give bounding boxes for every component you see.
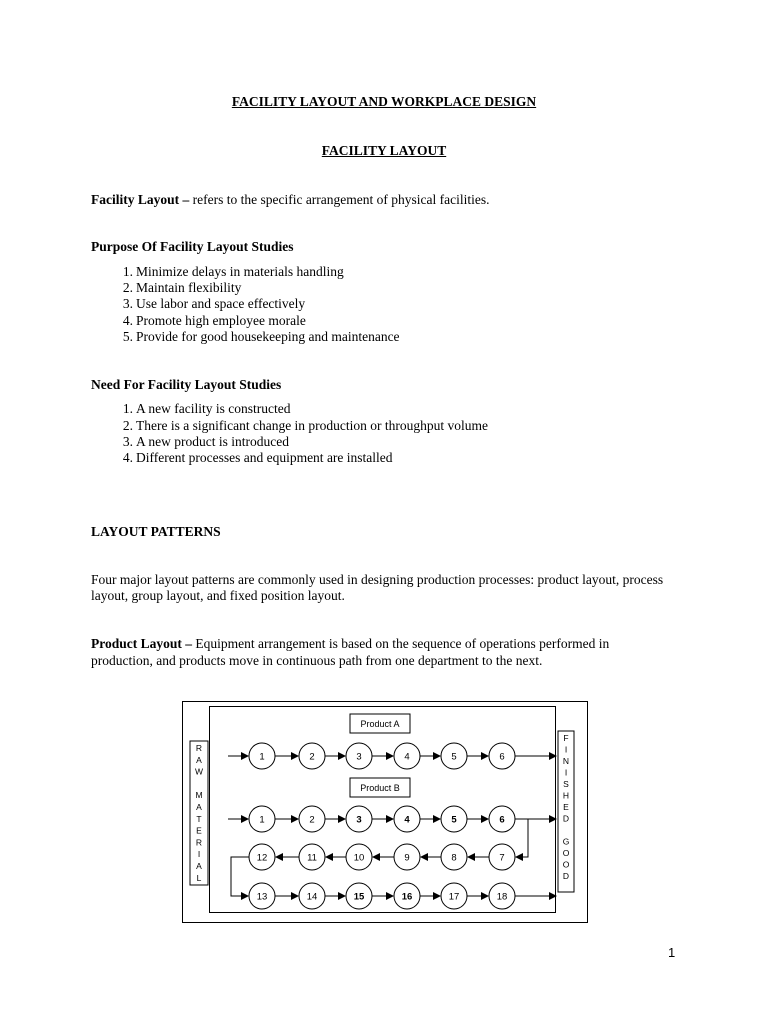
patterns-heading: LAYOUT PATTERNS: [91, 524, 221, 539]
finished-goods-letter: H: [562, 790, 570, 801]
raw-material-letter: T: [196, 813, 202, 824]
operation-node-label: 6: [499, 751, 505, 763]
operation-node: [346, 883, 372, 909]
finished-goods-letter: O: [562, 848, 570, 858]
definition-term: Facility Layout –: [91, 192, 190, 207]
operation-node: [299, 743, 325, 769]
raw-material-letter: W: [194, 766, 204, 777]
operation-node: [249, 743, 275, 769]
operation-node-label: 2: [309, 814, 315, 826]
definition-paragraph: [91, 192, 490, 208]
raw-material-letter: R: [195, 837, 203, 848]
document-title: FACILITY LAYOUT AND WORKPLACE DESIGN: [231, 94, 537, 109]
finished-goods-letter: N: [562, 756, 570, 766]
product-a-label: Product A: [360, 719, 400, 729]
finished-goods-letter: I: [564, 744, 568, 755]
operation-node: [489, 806, 515, 832]
finished-goods-label: [563, 733, 570, 881]
finished-goods-letter: G: [562, 836, 570, 847]
finished-goods-letter: I: [564, 767, 568, 778]
raw-material-letter: E: [196, 825, 202, 836]
operation-node-label: 11: [307, 852, 317, 864]
raw-material-letter: L: [196, 872, 202, 883]
operation-node-label: 8: [451, 852, 457, 864]
raw-material-letter: A: [196, 861, 202, 871]
operation-node-label: 4: [404, 751, 410, 763]
purpose-heading: Purpose Of Facility Layout Studies: [91, 239, 294, 254]
operation-node-label: 1: [259, 751, 265, 763]
operation-node-label: 18: [496, 891, 508, 903]
diagram-outer-frame: [183, 702, 588, 923]
product-layout-paragraph-line2: production, and products move in continuous path from one department to the next.: [91, 653, 543, 668]
operation-node: [299, 844, 325, 870]
operation-node: [346, 806, 372, 832]
operation-node-label: 5: [451, 751, 457, 763]
product-layout-paragraph: Product Layout – Equipment arrangement is based on the sequence of operations performed in: [91, 636, 610, 651]
operation-node: [394, 883, 420, 909]
raw-material-letter: M: [195, 790, 203, 801]
operation-node: [489, 844, 515, 870]
operation-node: [394, 806, 420, 832]
raw-material-letter: A: [196, 802, 202, 812]
operation-node: [249, 806, 275, 832]
operation-node: [346, 844, 372, 870]
operation-node-label: 17: [448, 891, 460, 903]
finished-goods-letter: E: [563, 802, 569, 812]
operation-node-label: 3: [356, 814, 362, 826]
operation-node-label: 16: [401, 891, 413, 903]
operation-node: [249, 883, 275, 909]
operation-node-label: 4: [404, 814, 410, 826]
finished-goods-letter: D: [562, 871, 570, 881]
finished-goods-letter: S: [563, 779, 569, 789]
product-b-label: Product B: [360, 783, 400, 793]
section-title: FACILITY LAYOUT: [321, 143, 447, 158]
operation-node: [489, 743, 515, 769]
page-number: 1: [668, 945, 676, 960]
operation-node: [441, 743, 467, 769]
operation-node: [299, 806, 325, 832]
raw-material-letter: A: [196, 754, 202, 765]
raw-material-letter: R: [195, 743, 203, 753]
operation-node: [441, 806, 467, 832]
operation-node: [249, 844, 275, 870]
operation-node-label: 2: [309, 751, 315, 763]
raw-material-letter: I: [197, 849, 201, 860]
definition-text: refers to the specific arrangement of physical facilities.: [189, 192, 490, 207]
patterns-paragraph-line2: layout, group layout, and fixed position layout.: [91, 588, 345, 603]
operation-node-label: 6: [499, 814, 505, 826]
finished-goods-letter: F: [563, 733, 569, 743]
operation-node-label: 3: [356, 751, 362, 763]
operation-node-label: 5: [451, 814, 457, 826]
operation-node-label: 7: [499, 852, 505, 864]
operation-node: [394, 743, 420, 769]
operation-node: [441, 844, 467, 870]
operation-node: [489, 883, 515, 909]
operation-node: [394, 844, 420, 870]
operation-node-label: 12: [256, 852, 268, 864]
operation-node-label: 10: [353, 852, 365, 864]
finished-goods-letter: D: [562, 813, 570, 824]
product-layout-term: Product Layout –: [91, 636, 193, 651]
operation-node-label: 13: [256, 891, 268, 903]
patterns-paragraph-line1: Four major layout patterns are commonly used in designing production processes: product layout, process: [91, 572, 664, 587]
finished-goods-letter: O: [562, 859, 570, 870]
need-heading: Need For Facility Layout Studies: [91, 377, 282, 392]
operation-node-label: 14: [306, 891, 318, 903]
operation-node: [346, 743, 372, 769]
operation-node-label: 9: [404, 852, 410, 864]
operation-node-label: 1: [259, 814, 265, 826]
operation-node: [441, 883, 467, 909]
product-layout-diagram: [182, 701, 588, 923]
operation-node: [299, 883, 325, 909]
operation-node-label: 15: [353, 891, 365, 903]
